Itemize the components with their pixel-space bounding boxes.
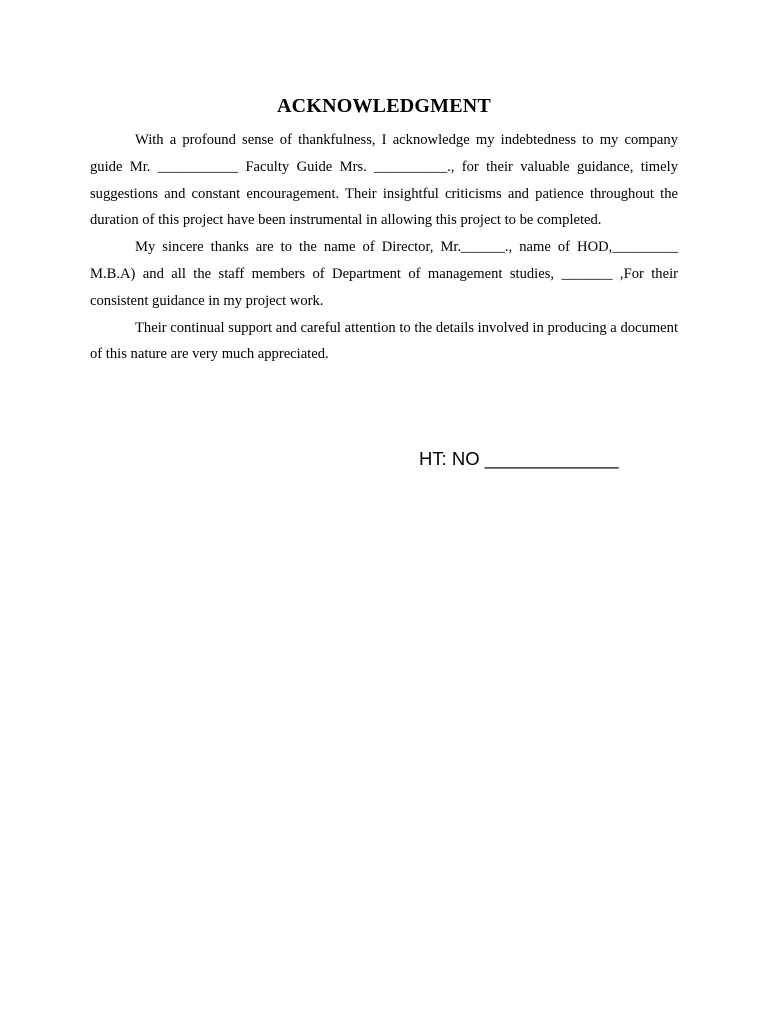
hall-ticket-number-line: HT: NO _____________ [419,448,619,469]
paragraph-appreciation: Their continual support and careful attention to the details involved in producing a document of this nature are very much appreciated. [90,319,678,363]
paragraph-thanks-director: My sincere thanks are to the name of Director, Mr.______., name of HOD,_________ M.B.A) and all the staff members of Department of management studies, _______ ,For their consistent guidance in my project work. [90,239,678,309]
acknowledgment-body [90,127,678,368]
page-title: ACKNOWLEDGMENT [277,95,491,117]
paragraph-thanks-guides: With a profound sense of thankfulness, I acknowledge my indebtedness to my company guide Mr. ___________ Faculty Guide Mrs. __________., for their valuable guidance, timely suggestions and constant encouragement. Their insightful criticisms and patience throughout the duration of this project have been instrumental in allowing this project to be completed. [90,132,678,229]
